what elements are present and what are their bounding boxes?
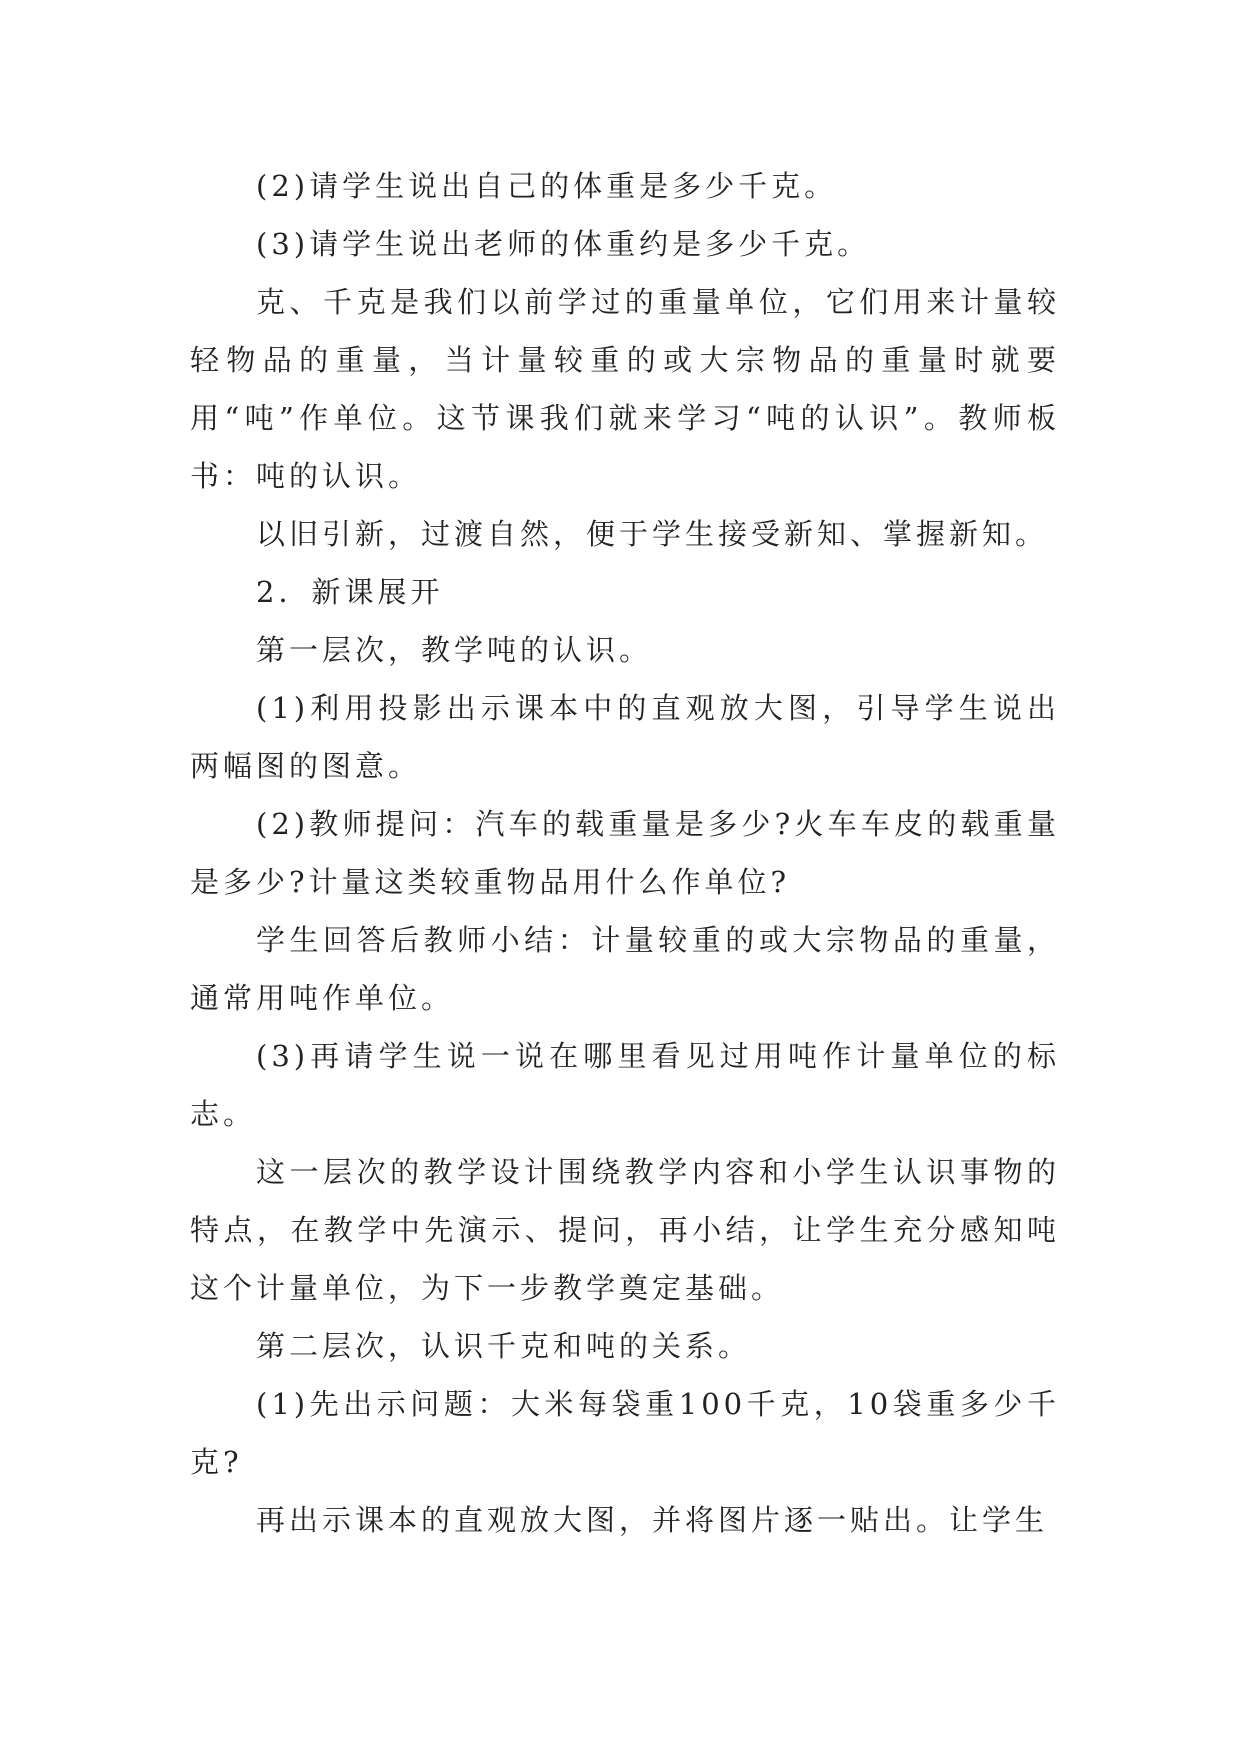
document-body [190, 157, 1060, 1549]
paragraph-3: 克、千克是我们以前学过的重量单位，它们用来计量较轻物品的重量，当计量较重的或大宗物品的重量时就要用“吨”作单位。这节课我们就来学习“吨的认识”。教师板书：吨的认识。 [190, 285, 1060, 493]
paragraph-4: 以旧引新，过渡自然，便于学生接受新知、掌握新知。 [256, 517, 1049, 551]
paragraph-13: (1)先出示问题：大米每袋重100千克，10袋重多少千克? [190, 1387, 1060, 1479]
paragraph-2: (3)请学生说出老师的体重约是多少千克。 [256, 227, 871, 261]
section-heading: 2．新课展开 [256, 575, 444, 609]
paragraph-7: (1)利用投影出示课本中的直观放大图，引导学生说出两幅图的图意。 [190, 691, 1060, 783]
paragraph-14: 再出示课本的直观放大图，并将图片逐一贴出。让学生 [256, 1503, 1049, 1537]
paragraph-10: (3)再请学生说一说在哪里看见过用吨作计量单位的标志。 [190, 1039, 1060, 1131]
paragraph-8: (2)教师提问：汽车的载重量是多少?火车车皮的载重量是多少?计量这类较重物品用什么作单位? [190, 807, 1060, 899]
paragraph-6: 第一层次，教学吨的认识。 [256, 633, 653, 667]
paragraph-1: (2)请学生说出自己的体重是多少千克。 [256, 169, 838, 203]
paragraph-9: 学生回答后教师小结：计量较重的或大宗物品的重量，通常用吨作单位。 [190, 923, 1060, 1015]
paragraph-11: 这一层次的教学设计围绕教学内容和小学生认识事物的特点，在教学中先演示、提问，再小结，让学生充分感知吨这个计量单位，为下一步教学奠定基础。 [190, 1155, 1060, 1305]
paragraph-12: 第二层次，认识千克和吨的关系。 [256, 1329, 752, 1363]
